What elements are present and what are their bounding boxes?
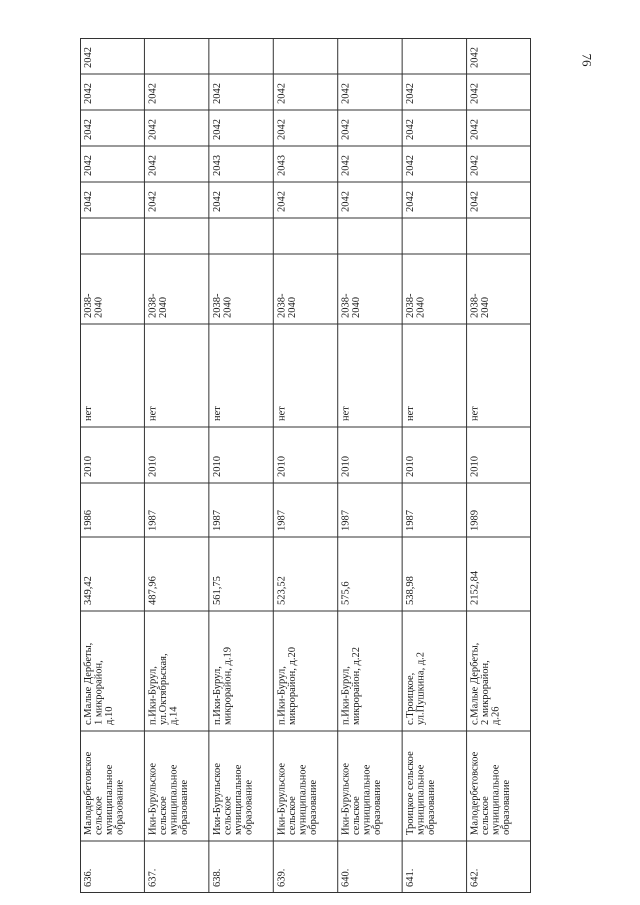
- cell-c6: [470, 47, 481, 68]
- cell-text: 2042: [340, 83, 352, 104]
- cell-text: муниципальное: [104, 764, 115, 835]
- cell-text: образование: [307, 779, 319, 835]
- cell-year-built: [83, 510, 94, 531]
- cell-text: д.10: [104, 706, 115, 725]
- cell-text: нет: [405, 406, 417, 421]
- cell-address: [405, 652, 427, 725]
- cell-text: нет: [276, 406, 288, 421]
- cell-municipality: [276, 763, 319, 835]
- cell-text: муниципальное: [361, 764, 373, 835]
- cell-text: сельское: [222, 796, 234, 835]
- cell-c2: [405, 191, 416, 212]
- cell-year-done: [276, 456, 287, 477]
- cell-year-built: [470, 510, 481, 531]
- cell-text: 2042: [405, 155, 417, 176]
- cell-text: микрорайон, д.22: [351, 647, 363, 725]
- cell-text: нет: [340, 406, 352, 421]
- cell-text: 2042: [83, 47, 94, 68]
- cell-text: 2042: [340, 191, 352, 212]
- cell-c3: [470, 155, 481, 176]
- cell-c2: [147, 191, 158, 212]
- cell-text: микрорайон, д.20: [286, 647, 298, 725]
- cell-text: 1987: [211, 510, 223, 531]
- cell-text: 2042: [469, 191, 481, 212]
- cell-area: [341, 581, 352, 605]
- cell-text: 2042: [469, 83, 481, 104]
- cell-c2: [341, 191, 352, 212]
- cell-text: д.26: [490, 706, 502, 725]
- cell-text: образование: [501, 779, 513, 835]
- cell-text: 2 микрорайон,: [480, 660, 492, 725]
- cell-c5: [276, 83, 287, 104]
- cell-text: нет: [469, 406, 481, 421]
- cell-text: 487,96: [147, 576, 159, 605]
- cell-text: 538,98: [405, 576, 417, 605]
- cell-municipality: [212, 763, 255, 835]
- cell-c2: [83, 191, 94, 212]
- cell-year-built: [276, 510, 287, 531]
- cell-text: 640.: [340, 868, 352, 887]
- cell-num: [83, 869, 94, 887]
- cell-text: сельское: [480, 796, 492, 835]
- cell-text: нет: [83, 406, 94, 421]
- cell-address: [341, 647, 363, 725]
- cell-text: Троицкое сельское: [405, 751, 417, 835]
- cell-year-done: [147, 456, 158, 477]
- cell-text: 636.: [83, 868, 94, 887]
- cell-text: сельское: [157, 796, 169, 835]
- cell-c4: [405, 119, 416, 140]
- cell-text: 2042: [211, 119, 223, 140]
- housing-table: [80, 38, 531, 893]
- cell-municipality: [405, 751, 437, 835]
- cell-year-done: [405, 456, 416, 477]
- cell-text: 2010: [211, 456, 223, 477]
- cell-address: [276, 647, 298, 725]
- cell-c5: [212, 83, 223, 104]
- cell-area: [83, 576, 94, 605]
- cell-text: сельское: [93, 796, 105, 835]
- cell-status: [83, 406, 94, 421]
- cell-text: 2152,84: [469, 570, 481, 605]
- cell-text: 2040: [351, 297, 363, 318]
- cell-c5: [83, 83, 94, 104]
- cell-text: 1987: [340, 510, 352, 531]
- cell-text: нет: [211, 406, 223, 421]
- cell-text: 2010: [83, 456, 94, 477]
- cell-text: 2042: [405, 83, 417, 104]
- cell-text: 1987: [147, 510, 159, 531]
- cell-text: 2040: [157, 297, 169, 318]
- cell-text: 2042: [147, 83, 159, 104]
- cell-status: [470, 406, 481, 421]
- cell-year-built: [341, 510, 352, 531]
- cell-year-done: [341, 456, 352, 477]
- cell-text: 2040: [286, 297, 298, 318]
- cell-c2: [212, 191, 223, 212]
- cell-text: 2038-: [340, 293, 352, 318]
- cell-text: 2042: [147, 155, 159, 176]
- cell-text: сельское: [351, 796, 363, 835]
- cell-text: 2042: [276, 191, 288, 212]
- cell-period: [470, 293, 492, 318]
- cell-text: 2010: [147, 456, 159, 477]
- cell-text: 2042: [211, 83, 223, 104]
- cell-text: 2040: [93, 297, 105, 318]
- cell-text: 2042: [469, 47, 481, 68]
- cell-period: [405, 293, 427, 318]
- cell-text: Ики-Бурульское: [211, 762, 223, 835]
- cell-text: 1987: [405, 510, 417, 531]
- cell-address: [147, 653, 179, 725]
- cell-text: 639.: [276, 868, 288, 887]
- cell-text: с.Малые Дербеты,: [469, 642, 481, 725]
- cell-text: 349,42: [83, 576, 94, 605]
- cell-status: [147, 406, 158, 421]
- cell-text: с.Малые Дербеты,: [83, 642, 94, 725]
- cell-text: образование: [243, 779, 255, 835]
- cell-c4: [470, 119, 481, 140]
- cell-num: [470, 869, 481, 887]
- cell-period: [276, 293, 298, 318]
- cell-period: [83, 293, 105, 318]
- cell-num: [212, 869, 223, 887]
- cell-text: Ики-Бурульское: [276, 762, 288, 835]
- cell-c2: [470, 191, 481, 212]
- cell-text: муниципальное: [490, 764, 502, 835]
- cell-text: п.Ики-Бурул,: [276, 666, 288, 725]
- cell-address: [470, 643, 502, 725]
- cell-c5: [147, 83, 158, 104]
- cell-text: 2042: [276, 83, 288, 104]
- cell-status: [405, 406, 416, 421]
- cell-address: [83, 643, 115, 725]
- cell-c5: [405, 83, 416, 104]
- cell-text: 561,75: [211, 576, 223, 605]
- cell-c4: [341, 119, 352, 140]
- cell-text: 637.: [147, 868, 159, 887]
- cell-c6: [83, 47, 94, 68]
- cell-text: образование: [372, 779, 384, 835]
- cell-text: 2042: [83, 83, 94, 104]
- cell-c2: [276, 191, 287, 212]
- cell-text: 2038-: [405, 293, 417, 318]
- cell-text: Ики-Бурульское: [340, 762, 352, 835]
- cell-text: 575,6: [340, 581, 352, 605]
- cell-c3: [83, 155, 94, 176]
- cell-status: [276, 406, 287, 421]
- cell-municipality: [83, 751, 126, 835]
- cell-c4: [147, 119, 158, 140]
- cell-c3: [147, 155, 158, 176]
- cell-text: с.Троицкое,: [405, 672, 417, 725]
- cell-text: 2042: [211, 191, 223, 212]
- cell-text: образование: [114, 779, 126, 835]
- cell-num: [276, 869, 287, 887]
- cell-text: 2038-: [276, 293, 288, 318]
- cell-text: 2038-: [147, 293, 159, 318]
- cell-text: 2010: [276, 456, 288, 477]
- cell-text: микрорайон, д.19: [222, 647, 234, 725]
- cell-text: 2042: [147, 191, 159, 212]
- cell-text: п.Ики-Бурул,: [147, 666, 159, 725]
- cell-text: муниципальное: [168, 764, 180, 835]
- cell-text: 1987: [276, 510, 288, 531]
- cell-c3: [212, 155, 223, 176]
- cell-text: д.14: [168, 706, 180, 725]
- cell-c4: [83, 119, 94, 140]
- cell-text: образование: [426, 779, 438, 835]
- cell-text: 2038-: [211, 293, 223, 318]
- cell-period: [341, 293, 363, 318]
- cell-year-built: [212, 510, 223, 531]
- cell-c5: [470, 83, 481, 104]
- cell-text: 641.: [405, 868, 417, 887]
- cell-text: 2042: [83, 191, 94, 212]
- cell-text: 2042: [469, 155, 481, 176]
- cell-text: 1989: [469, 510, 481, 531]
- cell-text: 2042: [340, 119, 352, 140]
- cell-text: 2040: [222, 297, 234, 318]
- cell-text: ул.Октябрьская,: [157, 653, 169, 725]
- cell-year-built: [147, 510, 158, 531]
- cell-text: сельское: [286, 796, 298, 835]
- cell-text: муниципальное: [297, 764, 309, 835]
- cell-text: 2042: [340, 155, 352, 176]
- cell-text: п.Ики-Бурул,: [340, 666, 352, 725]
- cell-text: 2038-: [83, 293, 94, 318]
- cell-c3: [405, 155, 416, 176]
- cell-text: нет: [147, 406, 159, 421]
- cell-c4: [276, 119, 287, 140]
- cell-text: п.Ики-Бурул,: [211, 666, 223, 725]
- cell-period: [147, 293, 169, 318]
- cell-municipality: [147, 763, 190, 835]
- cell-c3: [276, 155, 287, 176]
- cell-text: 2010: [405, 456, 417, 477]
- cell-text: 2042: [405, 119, 417, 140]
- cell-c5: [341, 83, 352, 104]
- cell-text: 1 микрорайон,: [93, 660, 105, 725]
- cell-text: 2043: [211, 155, 223, 176]
- cell-year-built: [405, 510, 416, 531]
- cell-text: 2042: [405, 191, 417, 212]
- cell-year-done: [83, 456, 94, 477]
- cell-year-done: [212, 456, 223, 477]
- cell-text: 2042: [469, 119, 481, 140]
- cell-text: Малодербетовское: [83, 751, 94, 835]
- cell-period: [212, 293, 234, 318]
- cell-text: 2010: [340, 456, 352, 477]
- cell-num: [147, 869, 158, 887]
- page-number: 76: [579, 53, 595, 67]
- cell-area: [470, 570, 481, 605]
- cell-municipality: [341, 763, 384, 835]
- cell-text: муниципальное: [415, 764, 427, 835]
- cell-status: [341, 406, 352, 421]
- cell-text: 2040: [415, 297, 427, 318]
- cell-text: 638.: [211, 868, 223, 887]
- cell-text: 2010: [469, 456, 481, 477]
- cell-year-done: [470, 456, 481, 477]
- cell-num: [405, 869, 416, 887]
- cell-text: Ики-Бурульское: [147, 762, 159, 835]
- cell-address: [212, 647, 234, 725]
- cell-text: 642.: [469, 868, 481, 887]
- cell-text: 2042: [147, 119, 159, 140]
- table-grid: [80, 38, 531, 893]
- cell-text: 2042: [83, 155, 94, 176]
- cell-c4: [212, 119, 223, 140]
- cell-c3: [341, 155, 352, 176]
- cell-area: [405, 576, 416, 605]
- cell-text: муниципальное: [232, 764, 244, 835]
- cell-area: [147, 576, 158, 605]
- cell-text: Малодербетовское: [469, 751, 481, 835]
- cell-area: [276, 576, 287, 605]
- cell-text: 2042: [276, 119, 288, 140]
- cell-text: 2040: [480, 297, 492, 318]
- cell-status: [212, 406, 223, 421]
- cell-text: ул.Пушкина, д.2: [415, 651, 427, 725]
- cell-municipality: [470, 751, 512, 835]
- cell-area: [212, 576, 223, 605]
- cell-text: 2042: [83, 119, 94, 140]
- cell-text: 2038-: [469, 293, 481, 318]
- cell-text: 1986: [83, 510, 94, 531]
- cell-num: [341, 869, 352, 887]
- cell-text: образование: [178, 779, 190, 835]
- cell-text: 523,52: [276, 576, 288, 605]
- cell-text: 2043: [276, 155, 288, 176]
